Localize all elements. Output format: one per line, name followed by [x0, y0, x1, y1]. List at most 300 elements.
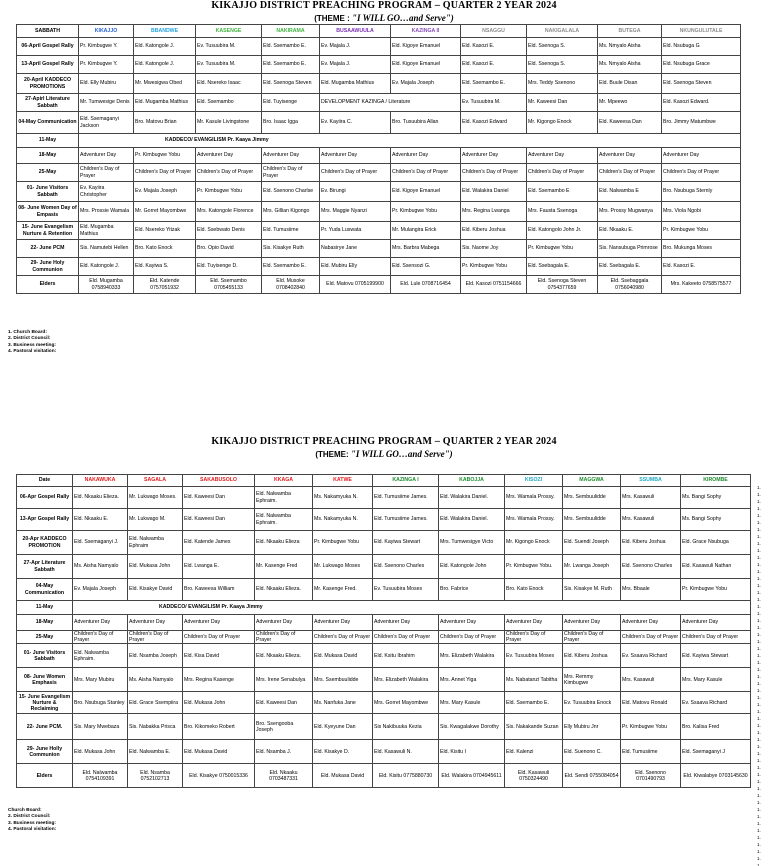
schedule-cell: Mrs. Elizabeth Walakira	[373, 668, 439, 692]
schedule-cell: Ev. Tusuubira Moses	[505, 644, 563, 668]
schedule-cell: Eld. Musoke 0708402840	[262, 276, 320, 294]
margin-marker: 1.	[757, 856, 761, 861]
schedule-row	[17, 38, 741, 56]
schedule-cell: Bro. Tusuubira Allan	[391, 112, 461, 134]
schedule-cell: Children's Day of Prayer	[681, 631, 751, 644]
schedule-cell: Mrs. Irene Senabulya	[255, 668, 313, 692]
schedule-cell: Elly Mubiru Jnr	[563, 714, 621, 740]
schedule-cell: Adventurer Day	[563, 615, 621, 631]
schedule-cell: Mrs. Gorret Mayombwe	[373, 692, 439, 714]
schedule-cell: Sis. Mary Mwebaza	[73, 714, 128, 740]
margin-marker: 1.	[757, 765, 761, 770]
schedule-cell: Eld. Ssenono Charlse	[262, 182, 320, 202]
schedule-cell: Adventurer Day	[621, 615, 681, 631]
schedule-cell: Children's Day of Prayer	[621, 631, 681, 644]
schedule-cell: Eld. Buule Disan	[598, 74, 662, 94]
schedule-cell: Adventurer Day	[527, 148, 598, 164]
schedule-row	[17, 240, 741, 258]
schedule-cell: Eld. Ssenoga Steven 0754377659	[527, 276, 598, 294]
column-header: KAZINGA I	[373, 475, 439, 487]
schedule-cell: Eld. Suenono C.	[563, 740, 621, 764]
schedule-cell: Bro. Kikomeko Robert	[183, 714, 255, 740]
schedule-cell: Mr. Kigongo Enock	[527, 112, 598, 134]
schedule-cell: Sis. Naome Joy	[461, 240, 527, 258]
schedule-cell: Bro. Isaac Igga	[262, 112, 320, 134]
schedule-cell: Eld. Nalwamba Ephraim.	[255, 487, 313, 509]
schedule-cell: Sis. Kisakye Ruth	[262, 240, 320, 258]
row-label: 20-Apr KADDECO PROMOTION	[17, 531, 73, 555]
row-label: 08- June Women Emphasis	[17, 668, 73, 692]
margin-marker: 1.	[757, 534, 761, 539]
schedule-cell: Eld. Kaweesi Dan	[183, 487, 255, 509]
schedule-cell: Eld. Mugamba Mathius	[320, 74, 391, 94]
margin-marker: 1.	[757, 618, 761, 623]
schedule-cell: Ms. Nakamyuka N.	[313, 509, 373, 531]
schedule-table	[16, 474, 751, 788]
column-header: NAKIGALALA	[527, 25, 598, 38]
margin-marker: 1.	[757, 807, 761, 812]
schedule-cell: Eld. Nkaaku E.	[598, 222, 662, 240]
margin-marker: 1.	[757, 520, 761, 525]
schedule-cell: Mr. Gorret Mayombwe	[134, 202, 196, 222]
schedule-cell: Children's Day of Prayer	[128, 631, 183, 644]
margin-marker: 1.	[757, 625, 761, 630]
schedule-cell: Adventurer Day	[128, 615, 183, 631]
schedule-cell: Ev. Birungi	[320, 182, 391, 202]
schedule-cell: Eld. Matovu Ronald	[621, 692, 681, 714]
schedule-cell: Mr. Lukwago Moses	[313, 555, 373, 579]
schedule-cell: Adventurer Day	[681, 615, 751, 631]
header-row	[17, 475, 751, 487]
schedule-cell: Eld. Nsereko Yitzak	[134, 222, 196, 240]
schedule-cell: Eld. Nkaaku Elieza.	[73, 487, 128, 509]
schedule-cell: Mr. Lukwago M.	[128, 509, 183, 531]
schedule-cell: Eld. Grace Nsubuga	[681, 531, 751, 555]
margin-marker: 1.	[757, 555, 761, 560]
schedule-cell: Ev. Ssaava Richard	[621, 644, 681, 668]
schedule-cell: Eld. Kayiwa Stewart	[681, 644, 751, 668]
schedule-cell: Eld. Nkaaku Elieza.	[255, 644, 313, 668]
row-label: 06-Apr Gospel Rally	[17, 487, 73, 509]
schedule-cell: Mrs. Bbaale	[621, 579, 681, 601]
schedule-cell: Eld. Mukasa John	[128, 555, 183, 579]
schedule-row	[17, 509, 751, 531]
schedule-row	[17, 764, 751, 788]
schedule-cell: Eld. Kasawuli N.	[373, 740, 439, 764]
row-label: 06-April Gospel Rally	[17, 38, 79, 56]
margin-marker: 1.	[757, 681, 761, 686]
schedule-cell: Mrs. Kasawuli	[621, 509, 681, 531]
schedule-cell: Eld. Kisitu I	[439, 740, 505, 764]
schedule-cell: Eld. Kasawuli Nathan	[681, 555, 751, 579]
schedule-cell: Eld. Kiberu Joshua	[621, 531, 681, 555]
schedule-row	[17, 222, 741, 240]
column-header: SABBATH	[17, 25, 79, 38]
schedule-row	[17, 164, 741, 182]
schedule-cell: Mrs. Mary Kasule	[439, 692, 505, 714]
schedule-cell: Mr. Kaweesi Dan	[527, 94, 598, 112]
schedule-cell: Children's Day of Prayer	[196, 164, 262, 182]
schedule-cell: Eld. Lwanga E.	[183, 555, 255, 579]
schedule-cell: Eld. Katongole J.	[134, 56, 196, 74]
schedule-cell: Eld. Nsubuga Grace	[662, 56, 741, 74]
schedule-cell: Eld. Kasawuli 0750324490	[505, 764, 563, 788]
schedule-cell: Ev. Kayiira C.	[320, 112, 391, 134]
schedule-cell: Mrs. Sembuulidde	[563, 487, 621, 509]
schedule-cell: Children's Day of Prayer	[255, 631, 313, 644]
schedule-cell: Eld. Tuyisenge D.	[196, 258, 262, 276]
schedule-cell: Eld. Walakira Daniel.	[439, 487, 505, 509]
schedule-cell: Mr. Kasule Livingstone	[196, 112, 262, 134]
schedule-cell: Bro. Kato Enock	[134, 240, 196, 258]
margin-marker: 1.	[757, 492, 761, 497]
schedule-cell: Eld. Nalwamba Ephraim	[128, 531, 183, 555]
schedule-cell: Mrs. Fausta Ssenoga	[527, 202, 598, 222]
column-header: NAKAWUKA	[73, 475, 128, 487]
schedule-cell: Sis. Nansubuga Primrose	[598, 240, 662, 258]
schedule-cell: Children's Day of Prayer	[373, 631, 439, 644]
margin-marker: 1.	[757, 632, 761, 637]
schedule-row	[17, 668, 751, 692]
program-title: KIKAJJO DISTRICT PREACHING PROGRAM – QUARTER 2 YEAR 2024	[211, 436, 557, 447]
schedule-cell: Bro. Kato Enock	[505, 579, 563, 601]
schedule-cell: Ev. Tusuubira M.	[196, 38, 262, 56]
schedule-cell: Adventurer Day	[662, 148, 741, 164]
column-header: BBANDWE	[134, 25, 196, 38]
schedule-cell: Eld. Kasozi E.	[662, 258, 741, 276]
schedule-cell: Children's Day of Prayer	[563, 631, 621, 644]
column-header: KKAGA	[255, 475, 313, 487]
margin-marker: 1.	[757, 821, 761, 826]
margin-marker: 1.	[757, 604, 761, 609]
schedule-cell: Ms. Aisha Namyalo	[128, 668, 183, 692]
margin-marker: 1.	[757, 828, 761, 833]
schedule-row	[17, 531, 751, 555]
schedule-cell: Eld. Nsamba Joseph	[128, 644, 183, 668]
schedule-cell: Ev. Tusuubira Enock	[563, 692, 621, 714]
schedule-cell: Ms. Nabatanzi Tabitha	[505, 668, 563, 692]
schedule-cell: Mrs. Kakeeto 0758575577	[662, 276, 741, 294]
schedule-row	[17, 714, 751, 740]
schedule-cell: Eld. Nsereko Isaac	[196, 74, 262, 94]
schedule-cell: Sis. Nabakka Prisca	[128, 714, 183, 740]
schedule-row	[17, 487, 751, 509]
kaddeco-row	[17, 134, 741, 148]
margin-marker: 1.	[757, 527, 761, 532]
margin-marker: 1.	[757, 772, 761, 777]
schedule-cell: Bro. Mukunga Moses	[662, 240, 741, 258]
column-header: SAGALA	[128, 475, 183, 487]
column-header: KATWE	[313, 475, 373, 487]
schedule-cell: Mrs. Sembuulidde	[563, 509, 621, 531]
schedule-cell: Eld. Katongole John	[439, 555, 505, 579]
schedule-cell: Ev. Tusuubira Moses	[373, 579, 439, 601]
margin-marker: 1.	[757, 842, 761, 847]
schedule-row	[17, 740, 751, 764]
margin-marker: 1.	[757, 751, 761, 756]
schedule-cell: Adventurer Day	[313, 615, 373, 631]
margin-marker: 1.	[757, 744, 761, 749]
schedule-cell: Sis. Namutebi Hellen	[79, 240, 134, 258]
schedule-cell: Adventurer Day	[598, 148, 662, 164]
schedule-cell: Bro. Kalisa Fred	[681, 714, 751, 740]
column-header: NKUNGULUTALE	[662, 25, 741, 38]
row-label: 13-April Gospel Rally	[17, 56, 79, 74]
schedule-cell: Eld. Katongolo John Jr.	[527, 222, 598, 240]
margin-marker: 1.	[757, 730, 761, 735]
row-label: 22- June PCM	[17, 240, 79, 258]
schedule-cell: Pr. Kimbugwe Yobu	[527, 240, 598, 258]
row-label: 29- June Holly Communion	[17, 740, 73, 764]
schedule-cell: Ev. Majala J.	[320, 56, 391, 74]
schedule-cell: Ms. Bangi Sophy	[681, 487, 751, 509]
program-title: KIKAJJO DISTRICT PREACHING PROGRAM – QUARTER 2 YEAR 2024	[211, 0, 557, 11]
margin-marker: 1.	[757, 786, 761, 791]
margin-marker: 1.	[757, 541, 761, 546]
schedule-cell: Pr. Kimbugwe Yobu	[461, 258, 527, 276]
schedule-cell: Mrs. Viola Ngobi	[662, 202, 741, 222]
schedule-cell: Eld. Tumusiime James.	[373, 509, 439, 531]
schedule-cell: Pr. Kimbugwe Yobu	[391, 202, 461, 222]
schedule-cell: Mr. Kasenge Fred.	[313, 579, 373, 601]
schedule-cell: Children's Day of Prayer	[598, 164, 662, 182]
schedule-cell: Eld. Kisitu 0775880730	[373, 764, 439, 788]
margin-marker: 1.	[757, 499, 761, 504]
margin-marker: 1.	[757, 583, 761, 588]
margin-marker: 1.	[757, 485, 761, 490]
schedule-cell: Ev. Majala J.	[320, 38, 391, 56]
schedule-cell: Pr. Kimbugwe Y.	[79, 38, 134, 56]
row-label: 22- June PCM.	[17, 714, 73, 740]
note-item: 3. Business meeting:	[8, 342, 56, 348]
schedule-cell: Adventurer Day	[505, 615, 563, 631]
schedule-cell: Ev. Tusuubira M.	[461, 94, 527, 112]
schedule-cell: Mrs. Elizabeth Walakira	[439, 644, 505, 668]
schedule-cell: Adventurer Day	[461, 148, 527, 164]
margin-marker: 1.	[757, 849, 761, 854]
schedule-cell: Eld. Nsamba J.	[255, 740, 313, 764]
schedule-cell: Eld. Nsubuga G	[662, 38, 741, 56]
program-theme: (THEME : "I WILL GO…and Serve")	[314, 13, 454, 23]
schedule-cell: Mrs. Barbra Mabega	[391, 240, 461, 258]
schedule-cell: Pr. Kimbugwe Yobu	[662, 222, 741, 240]
schedule-cell: Eld. Kayiwa Stewart	[373, 531, 439, 555]
schedule-cell: Mr. Tumwesige Denis	[79, 94, 134, 112]
schedule-cell: Eld. Kasozi E.	[461, 38, 527, 56]
schedule-cell: Eld. Ssenono Charles	[373, 555, 439, 579]
schedule-cell: Eld. Mugamba 0758940333	[79, 276, 134, 294]
schedule-cell: Mrs. Teddy Ssenono	[527, 74, 598, 94]
schedule-cell: Mrs. Prossy Mugwanya	[598, 202, 662, 222]
schedule-cell: Eld. Kigoye Emanuel	[391, 182, 461, 202]
schedule-cell: Eld. Mukasa David	[183, 740, 255, 764]
margin-marker: 1.	[757, 779, 761, 784]
schedule-cell: Eld. Ssensozi G.	[391, 258, 461, 276]
schedule-cell: Mrs. Ssembuulidde	[313, 668, 373, 692]
note-item: Church Board:	[8, 808, 42, 813]
column-header: KISOZI	[505, 475, 563, 487]
schedule-cell: Mrs. Prossie Wamala	[79, 202, 134, 222]
schedule-cell: Children's Day of Prayer	[461, 164, 527, 182]
row-label: 04-May Communication	[17, 579, 73, 601]
row-label: 15- June Evangelism Nurture & Reclaiming	[17, 692, 73, 714]
row-label: 20-April KADDECO PROMOTIONS	[17, 74, 79, 94]
margin-marker: 1.	[757, 688, 761, 693]
schedule-cell: Eld. Matovu 0705199900	[320, 276, 391, 294]
schedule-cell: Eld. Kigoye Emanuel	[391, 38, 461, 56]
schedule-cell: Pr. Kimbugwe Yobu	[313, 531, 373, 555]
schedule-cell: Mrs. Maggie Nyanzi	[320, 202, 391, 222]
schedule-cell: Eld. Ssenono 0701490793	[621, 764, 681, 788]
margin-marker: 1.	[757, 506, 761, 511]
row-label: 25-May	[17, 631, 73, 644]
schedule-cell: Eld. Nalwamba 0754109391	[73, 764, 128, 788]
schedule-cell: Mr. Mulangira Erick	[391, 222, 461, 240]
schedule-row	[17, 644, 751, 668]
row-label: 29- June Holy Communion	[17, 258, 79, 276]
margin-marker: 1.	[757, 737, 761, 742]
schedule-cell: Adventurer Day	[320, 148, 391, 164]
column-header: KABOJJA	[439, 475, 505, 487]
schedule-cell: Children's Day of Prayer	[391, 164, 461, 182]
schedule-cell: Eld. Lule 0708716454	[391, 276, 461, 294]
note-item: 4. Pastoral visitation:	[8, 826, 57, 832]
column-header: KAZINGA II	[391, 25, 461, 38]
schedule-cell: Mr. Mpeewo	[598, 94, 662, 112]
schedule-cell: Mr. Kigongo Enock	[505, 531, 563, 555]
schedule-cell: Eld. Walakira Daniel.	[439, 509, 505, 531]
schedule-cell: Children's Day of Prayer	[505, 631, 563, 644]
schedule-cell: Adventurer Day	[183, 615, 255, 631]
margin-marker: 1.	[757, 569, 761, 574]
margin-marker: 1.	[757, 758, 761, 763]
schedule-cell: Mrs. Kasawuli	[621, 668, 681, 692]
schedule-cell: Eld. Kisakye David	[128, 579, 183, 601]
margin-marker: 1.	[757, 562, 761, 567]
schedule-cell: DEVELOPMENT KAZINGA / Literature	[320, 94, 461, 112]
margin-marker: 1.	[757, 597, 761, 602]
schedule-cell: Eld. Nkaaku E.	[73, 509, 128, 531]
schedule-cell: Eld. Kalenzi	[505, 740, 563, 764]
column-header: KIROMBE	[681, 475, 751, 487]
margin-marker: 1.	[757, 723, 761, 728]
schedule-cell: Eld. Mubiru Elly	[320, 258, 391, 276]
schedule-cell: Mrs. Annet Yiga	[439, 668, 505, 692]
schedule-cell: Eld. Katende 0757051932	[134, 276, 196, 294]
schedule-cell: Children's Day of Prayer	[527, 164, 598, 182]
schedule-cell: Eld. Kiberu Joshua	[563, 644, 621, 668]
schedule-cell: Pr. Kimbugwe Y.	[79, 56, 134, 74]
schedule-cell: Eld. Ssenoga S.	[527, 56, 598, 74]
margin-marker: 1.	[757, 716, 761, 721]
schedule-row	[17, 202, 741, 222]
schedule-cell: Eld. Nalwamba E	[598, 182, 662, 202]
schedule-cell: Eld. Ssebaggala 0756040980	[598, 276, 662, 294]
margin-marker: 1.	[757, 653, 761, 658]
margin-marker: 1.	[757, 590, 761, 595]
column-header: Date	[17, 475, 73, 487]
schedule-row	[17, 56, 741, 74]
theme-motto: "I WILL GO…and Serve")	[350, 449, 453, 459]
schedule-cell: Eld. Ssebagala E.	[598, 258, 662, 276]
theme-motto: "I WILL GO…and Serve")	[352, 13, 454, 23]
schedule-cell: Ev. Tusuubira M.	[196, 56, 262, 74]
schedule-cell: Eld. Tumusiime	[262, 222, 320, 240]
schedule-cell: Bro. Ssengooba Joseph	[255, 714, 313, 740]
schedule-cell: Eld. Mugamba Mathius	[79, 222, 134, 240]
schedule-cell: Children's Day of Prayer	[73, 631, 128, 644]
schedule-cell: Eld. Mukasa David	[313, 764, 373, 788]
schedule-cell: Ev. Majala Joseph	[391, 74, 461, 94]
schedule-cell: Eld. Grace Ssempiira	[128, 692, 183, 714]
schedule-row	[17, 94, 741, 112]
row-label: 01- June Visitors Sabbath	[17, 644, 73, 668]
schedule-cell: Eld. Nkaaku 0703487331	[255, 764, 313, 788]
schedule-cell: Pr. Kimbugwe Yobu	[681, 579, 751, 601]
margin-marker: 1.	[757, 646, 761, 651]
schedule-cell: Eld. Kaweesa Dan	[598, 112, 662, 134]
margin-marker: 1.	[757, 863, 761, 866]
schedule-cell: Pr. Kimbugwe Yobu	[621, 714, 681, 740]
schedule-cell: Mrs. Regina Lwanga	[461, 202, 527, 222]
schedule-cell: Eld. Kisakye D.	[313, 740, 373, 764]
schedule-cell: Eld. Katongole J.	[79, 258, 134, 276]
schedule-cell: Eld. Sendi 0755084054	[563, 764, 621, 788]
schedule-cell: Eld. Ssemambo E.	[262, 38, 320, 56]
schedule-cell: Ev. Ssaava Richard	[681, 692, 751, 714]
schedule-cell: Eld. Kasozi 0751154666	[461, 276, 527, 294]
schedule-cell: Eld. Mukasa John	[183, 692, 255, 714]
schedule-cell: Mrs. Mary Mubiru	[73, 668, 128, 692]
schedule-cell: Children's Day of Prayer	[134, 164, 196, 182]
schedule-cell: Eld. Mukasa David	[313, 644, 373, 668]
column-header: MAGGWA	[563, 475, 621, 487]
schedule-cell: Children's Day of Prayer	[320, 164, 391, 182]
schedule-cell: Eld. Kasozi E.	[461, 56, 527, 74]
schedule-cell: Adventurer Day	[79, 148, 134, 164]
schedule-cell: Eld. Ssemambo E.	[262, 56, 320, 74]
margin-marker: 1.	[757, 576, 761, 581]
schedule-cell: Eld. Kasozi Edward	[461, 112, 527, 134]
schedule-row	[17, 579, 751, 601]
schedule-cell: Eld. Ssenono Charles	[621, 555, 681, 579]
schedule-cell: Children's Day of Prayer	[79, 164, 134, 182]
schedule-cell: Eld. Nsamba 0752102713	[128, 764, 183, 788]
schedule-cell: Eld. Nkaaku Elieza.	[255, 579, 313, 601]
row-label: Elders	[17, 764, 73, 788]
row-label: 15- June Evangelism Nurture & Retention	[17, 222, 79, 240]
schedule-cell: Mrs. Gillian Kigongo	[262, 202, 320, 222]
schedule-cell: Eld. Walakira Daniel	[461, 182, 527, 202]
schedule-cell: Eld. Kiberu Joshua	[461, 222, 527, 240]
schedule-cell: Children's Day of Prayer	[439, 631, 505, 644]
schedule-cell: Bro. Kaweesa William	[183, 579, 255, 601]
schedule-cell: Nabasirye Jane	[320, 240, 391, 258]
schedule-cell: Eld. Katende James	[183, 531, 255, 555]
row-label: 13-Apr Gospel Rally	[17, 509, 73, 531]
schedule-cell: Eld. Mukasa John	[73, 740, 128, 764]
meeting-notes	[8, 330, 56, 355]
schedule-cell: Eld. Nkaaku Elieza	[255, 531, 313, 555]
schedule-cell: Mrs. Remmy Kimbugwe	[563, 668, 621, 692]
schedule-cell: Mrs. Katongole Florence	[196, 202, 262, 222]
schedule-cell: Sis. Nakakande Suzan	[505, 714, 563, 740]
schedule-cell: Adventurer Day	[373, 615, 439, 631]
header-row	[17, 25, 741, 38]
schedule-cell: Eld. Ssemambo E.	[461, 74, 527, 94]
schedule-cell: Children's Day of Prayer	[662, 164, 741, 182]
note-item: 2. District Council:	[8, 814, 51, 820]
